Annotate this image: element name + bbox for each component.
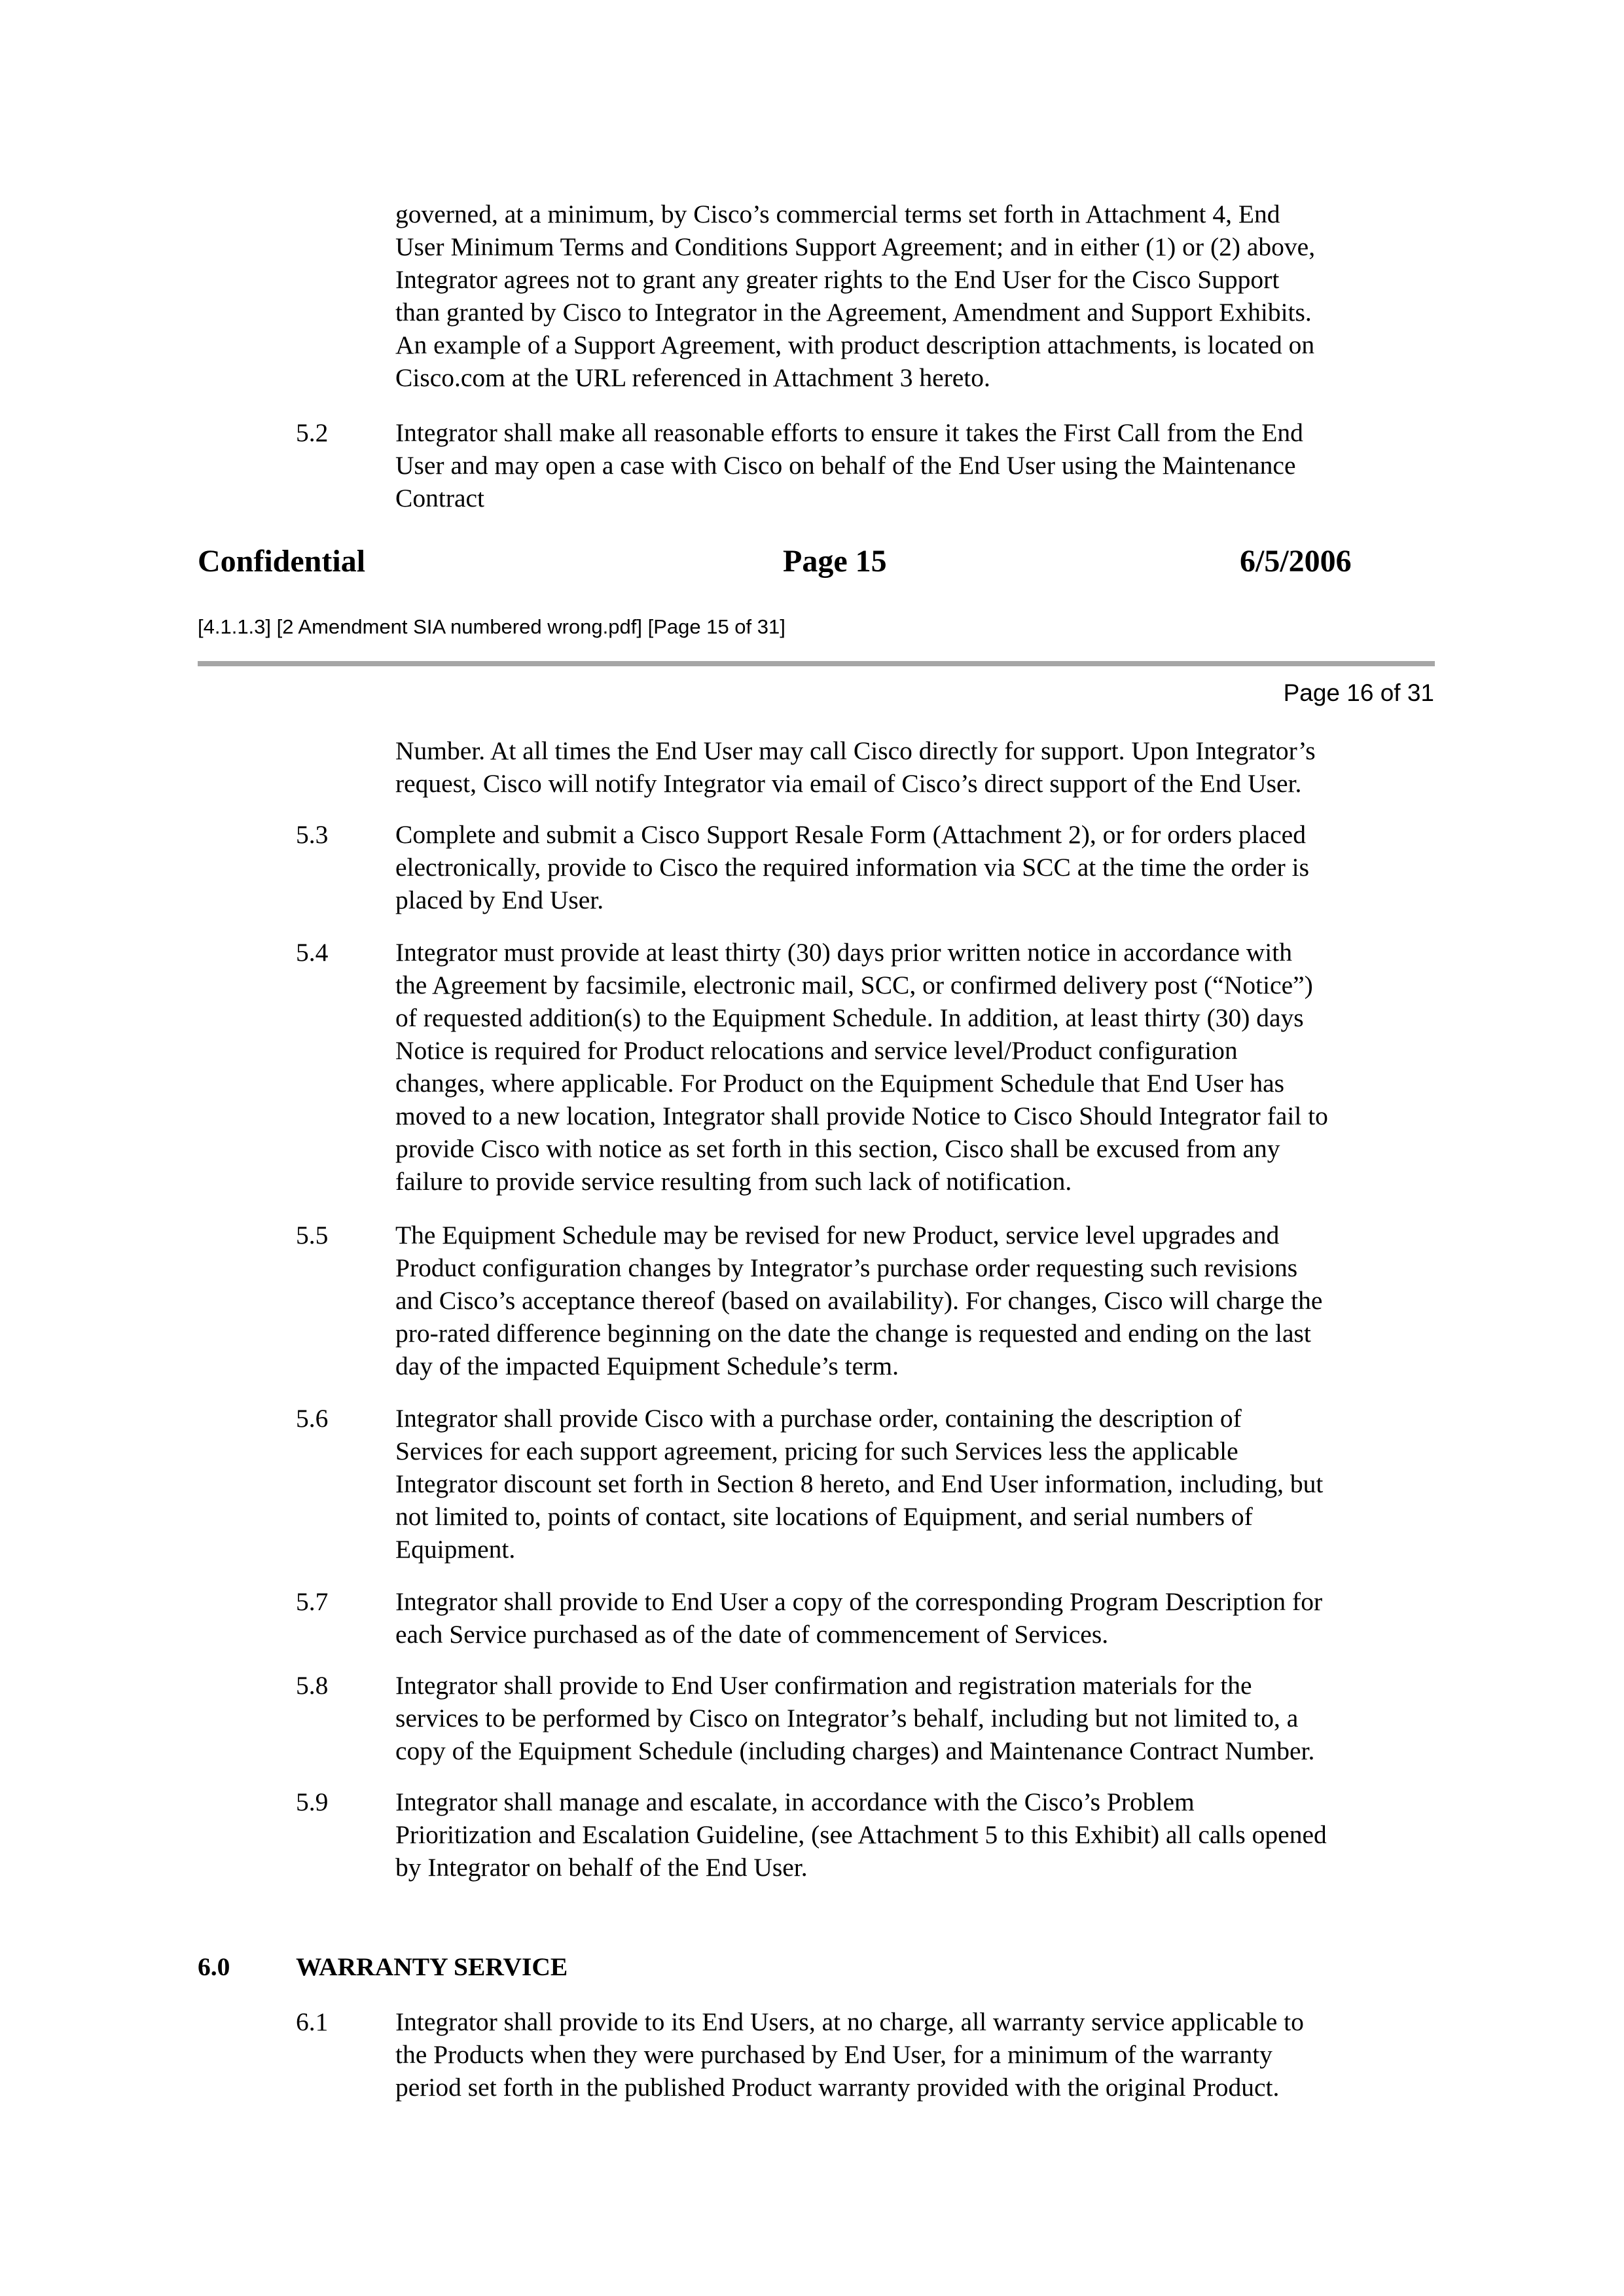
- footer-confidential: Confidential: [198, 544, 366, 579]
- text-line: Cisco.com at the URL referenced in Attachment 3 hereto.: [395, 363, 990, 392]
- text-line: Integrator agrees not to grant any greater rights to the End User for the Cisco Support: [395, 265, 1280, 294]
- section-number-5-9: 5.9: [296, 1787, 329, 1816]
- text-line: governed, at a minimum, by Cisco’s commercial terms set forth in Attachment 4, End: [395, 200, 1280, 228]
- text-line: period set forth in the published Product warranty provided with the original Product.: [395, 2073, 1280, 2102]
- text-line: Integrator must provide at least thirty (30) days prior written notice in accordance with: [395, 938, 1292, 967]
- text-line: failure to provide service resulting from such lack of notification.: [395, 1167, 1072, 1196]
- section-number-6-1: 6.1: [296, 2007, 329, 2036]
- text-line: provide Cisco with notice as set forth in this section, Cisco shall be excused from any: [395, 1134, 1280, 1163]
- text-line: Contract: [395, 484, 485, 512]
- section-5-9-paragraph: [395, 1785, 1443, 1884]
- section-5-8-paragraph: [395, 1669, 1443, 1767]
- text-line: Notice is required for Product relocations and service level/Product configuration: [395, 1036, 1238, 1065]
- text-line: Integrator shall provide to its End Users, at no charge, all warranty service applicable to: [395, 2007, 1304, 2036]
- text-line: copy of the Equipment Schedule (including charges) and Maintenance Contract Number.: [395, 1736, 1315, 1765]
- text-line: the Agreement by facsimile, electronic mail, SCC, or confirmed delivery post (“Notice”): [395, 971, 1313, 999]
- section-number-5-7: 5.7: [296, 1587, 329, 1616]
- text-line: Prioritization and Escalation Guideline, (see Attachment 5 to this Exhibit) all calls opened: [395, 1820, 1327, 1849]
- text-line: Integrator shall provide to End User a copy of the corresponding Program Description for: [395, 1587, 1323, 1616]
- page-divider: [198, 661, 1435, 666]
- section-5-7-paragraph: [395, 1585, 1443, 1651]
- text-line: placed by End User.: [395, 886, 604, 914]
- text-line: Integrator discount set forth in Section 8 hereto, and End User information, including, but: [395, 1469, 1324, 1498]
- text-line: Equipment.: [395, 1535, 516, 1564]
- section-6-1-paragraph: [395, 2005, 1443, 2104]
- top-page-continuation-paragraph: [395, 198, 1443, 394]
- text-line: pro-rated difference beginning on the date the change is requested and ending on the last: [395, 1319, 1311, 1348]
- footer-date: 6/5/2006: [1240, 544, 1352, 579]
- text-line: not limited to, points of contact, site locations of Equipment, and serial numbers of: [395, 1502, 1253, 1531]
- section-number-5-8: 5.8: [296, 1671, 329, 1700]
- heading-number-6-0: 6.0: [198, 1952, 230, 1981]
- text-line: Integrator shall provide Cisco with a purchase order, containing the description of: [395, 1404, 1242, 1433]
- text-line: of requested addition(s) to the Equipment Schedule. In addition, at least thirty (30) days: [395, 1003, 1304, 1032]
- section-number-5-6: 5.6: [296, 1404, 329, 1433]
- section-5-2-paragraph: [395, 416, 1443, 514]
- section-number-5-5: 5.5: [296, 1221, 329, 1249]
- source-caption: [4.1.1.3] [2 Amendment SIA numbered wrong.pdf] [Page 15 of 31]: [198, 615, 785, 638]
- text-line: moved to a new location, Integrator shall provide Notice to Cisco Should Integrator fail to: [395, 1102, 1328, 1130]
- text-line: The Equipment Schedule may be revised for new Product, service level upgrades and: [395, 1221, 1280, 1249]
- text-line: day of the impacted Equipment Schedule’s term.: [395, 1352, 899, 1380]
- text-line: Services for each support agreement, pricing for such Services less the applicable: [395, 1437, 1238, 1465]
- section-5-5-paragraph: [395, 1219, 1443, 1382]
- text-line: each Service purchased as of the date of commencement of Services.: [395, 1620, 1109, 1649]
- section-number-5-4: 5.4: [296, 938, 329, 967]
- text-line: than granted by Cisco to Integrator in the Agreement, Amendment and Support Exhibits.: [395, 298, 1312, 327]
- text-line: Integrator shall manage and escalate, in accordance with the Cisco’s Problem: [395, 1787, 1195, 1816]
- text-line: by Integrator on behalf of the End User.: [395, 1853, 808, 1882]
- text-line: electronically, provide to Cisco the required information via SCC at the time the order is: [395, 853, 1310, 882]
- text-line: User and may open a case with Cisco on behalf of the End User using the Maintenance: [395, 451, 1296, 480]
- heading-warranty-service: WARRANTY SERVICE: [296, 1952, 568, 1981]
- text-line: and Cisco’s acceptance thereof (based on availability). For changes, Cisco will charge the: [395, 1286, 1323, 1315]
- text-line: the Products when they were purchased by End User, for a minimum of the warranty: [395, 2040, 1272, 2069]
- footer-page-number: Page 15: [783, 544, 887, 579]
- text-line: Number. At all times the End User may call Cisco directly for support. Upon Integrator’s: [395, 736, 1316, 765]
- bottom-page-continuation-paragraph: [395, 734, 1443, 800]
- text-line: Integrator shall provide to End User confirmation and registration materials for the: [395, 1671, 1252, 1700]
- text-line: User Minimum Terms and Conditions Support Agreement; and in either (1) or (2) above,: [395, 232, 1316, 261]
- text-line: Product configuration changes by Integrator’s purchase order requesting such revisions: [395, 1253, 1298, 1282]
- text-line: services to be performed by Cisco on Integrator’s behalf, including but not limited to, a: [395, 1704, 1299, 1732]
- section-5-6-paragraph: [395, 1402, 1443, 1566]
- text-line: changes, where applicable. For Product on the Equipment Schedule that End User has: [395, 1069, 1284, 1098]
- section-5-3-paragraph: [395, 818, 1443, 916]
- section-5-4-paragraph: [395, 936, 1443, 1198]
- text-line: Integrator shall make all reasonable efforts to ensure it takes the First Call from the End: [395, 418, 1303, 447]
- text-line: Complete and submit a Cisco Support Resale Form (Attachment 2), or for orders placed: [395, 820, 1306, 849]
- section-number-5-2: 5.2: [296, 418, 329, 447]
- text-line: An example of a Support Agreement, with product description attachments, is located on: [395, 331, 1315, 359]
- section-number-5-3: 5.3: [296, 820, 329, 849]
- text-line: request, Cisco will notify Integrator via email of Cisco’s direct support of the End User.: [395, 769, 1302, 798]
- page-indicator: Page 16 of 31: [1283, 679, 1434, 706]
